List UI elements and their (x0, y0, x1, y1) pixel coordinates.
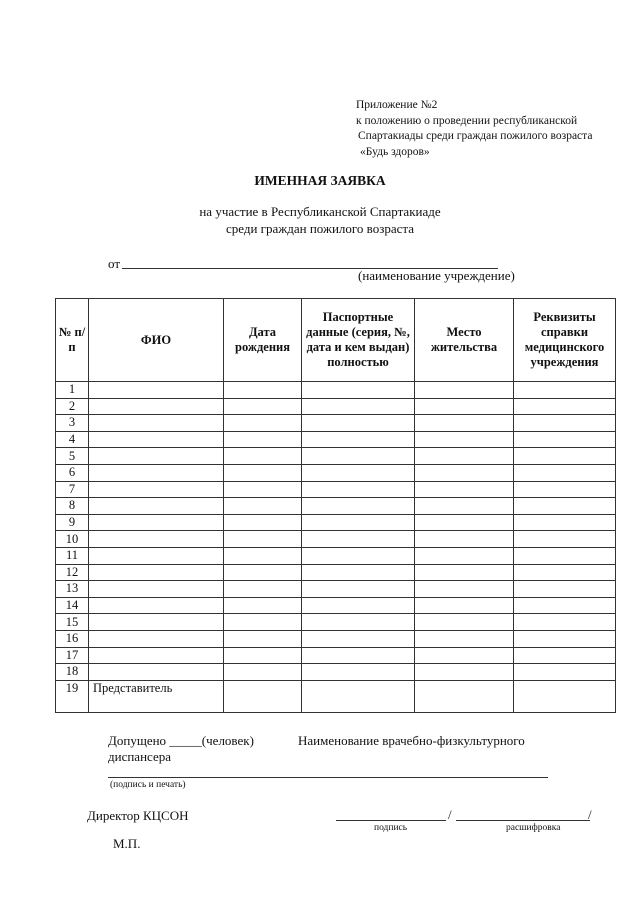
cell-residence[interactable] (415, 647, 514, 664)
cell-birthdate[interactable] (224, 531, 302, 548)
table-row (56, 498, 616, 515)
cell-medical-certificate[interactable] (514, 448, 616, 465)
appendix-line-2: к положению о проведении республиканской (356, 114, 578, 127)
cell-birthdate[interactable] (224, 382, 302, 399)
document-title: ИМЕННАЯ ЗАЯВКА (254, 173, 386, 188)
cell-passport[interactable] (302, 481, 415, 498)
cell-birthdate[interactable] (224, 597, 302, 614)
table-row (56, 415, 616, 432)
cell-passport[interactable] (302, 448, 415, 465)
table-row (56, 382, 616, 399)
signature-caption: подпись (374, 823, 408, 833)
from-caption: (наименование учреждение) (358, 268, 515, 283)
cell-residence[interactable] (415, 597, 514, 614)
cell-birthdate[interactable] (224, 680, 302, 712)
cell-passport[interactable] (302, 531, 415, 548)
cell-medical-certificate[interactable] (514, 630, 616, 647)
row-number: 11 (56, 547, 89, 564)
table-row (56, 647, 616, 664)
cell-fio[interactable] (89, 448, 224, 465)
cell-birthdate[interactable] (224, 464, 302, 481)
cell-medical-certificate[interactable] (514, 431, 616, 448)
cell-residence[interactable] (415, 564, 514, 581)
signature-stamp-line[interactable] (108, 777, 548, 778)
appendix-line-1: Приложение №2 (356, 99, 438, 111)
table-row (56, 564, 616, 581)
cell-passport[interactable] (302, 630, 415, 647)
cell-residence[interactable] (415, 398, 514, 415)
cell-fio[interactable] (89, 664, 224, 681)
cell-passport[interactable] (302, 415, 415, 432)
cell-medical-certificate[interactable] (514, 597, 616, 614)
row-number: 4 (56, 431, 89, 448)
cell-fio[interactable] (89, 382, 224, 399)
cell-passport[interactable] (302, 647, 415, 664)
row-number: 14 (56, 597, 89, 614)
table-row (56, 398, 616, 415)
table-row (56, 448, 616, 465)
table-row (56, 531, 616, 548)
table-row (56, 664, 616, 681)
appendix-line-3: Спартакиады среди граждан пожилого возраста (358, 130, 593, 142)
dispensary-line-2: диспансера (108, 749, 171, 764)
cell-fio[interactable] (89, 431, 224, 448)
cell-residence[interactable] (415, 664, 514, 681)
cell-residence[interactable] (415, 581, 514, 598)
row-number: 13 (56, 581, 89, 598)
cell-birthdate[interactable] (224, 581, 302, 598)
cell-birthdate[interactable] (224, 647, 302, 664)
cell-passport[interactable] (302, 680, 415, 712)
header-fio: ФИО (89, 299, 224, 382)
row-number: 6 (56, 464, 89, 481)
cell-residence[interactable] (415, 481, 514, 498)
cell-passport[interactable] (302, 664, 415, 681)
cell-birthdate[interactable] (224, 664, 302, 681)
cell-medical-certificate[interactable] (514, 382, 616, 399)
table-row (56, 630, 616, 647)
cell-residence[interactable] (415, 531, 514, 548)
row-number: 7 (56, 481, 89, 498)
cell-birthdate[interactable] (224, 514, 302, 531)
cell-passport[interactable] (302, 514, 415, 531)
admitted-text: Допущено _____(человек) (108, 733, 254, 748)
cell-medical-certificate[interactable] (514, 547, 616, 564)
cell-birthdate[interactable] (224, 547, 302, 564)
subtitle-line-2: среди граждан пожилого возраста (225, 221, 415, 236)
cell-residence[interactable] (415, 630, 514, 647)
cell-fio[interactable] (89, 498, 224, 515)
cell-medical-certificate[interactable] (514, 664, 616, 681)
cell-birthdate[interactable] (224, 448, 302, 465)
signature-slash-left: / (448, 807, 452, 822)
cell-birthdate[interactable] (224, 431, 302, 448)
table-row (56, 614, 616, 631)
document-subtitle (0, 203, 640, 237)
cell-residence[interactable] (415, 464, 514, 481)
cell-residence[interactable] (415, 547, 514, 564)
appendix-line-4: «Будь здоров» (360, 145, 430, 158)
cell-birthdate[interactable] (224, 398, 302, 415)
cell-passport[interactable] (302, 597, 415, 614)
cell-fio[interactable] (89, 531, 224, 548)
row-number: 3 (56, 415, 89, 432)
admitted-block (108, 733, 254, 765)
row-number: 1 (56, 382, 89, 399)
cell-residence[interactable] (415, 415, 514, 432)
row-number: 8 (56, 498, 89, 515)
cell-birthdate[interactable] (224, 481, 302, 498)
cell-birthdate[interactable] (224, 614, 302, 631)
cell-medical-certificate[interactable] (514, 464, 616, 481)
row-number: 15 (56, 614, 89, 631)
cell-residence[interactable] (415, 431, 514, 448)
table-row (56, 547, 616, 564)
cell-passport[interactable] (302, 547, 415, 564)
cell-fio[interactable] (89, 581, 224, 598)
cell-fio[interactable] (89, 564, 224, 581)
row-number: 12 (56, 564, 89, 581)
cell-medical-certificate[interactable] (514, 498, 616, 515)
cell-fio[interactable] (89, 647, 224, 664)
cell-medical-certificate[interactable] (514, 514, 616, 531)
row-number: 17 (56, 647, 89, 664)
header-birthdate: Дата рождения (224, 299, 302, 382)
cell-fio[interactable] (89, 630, 224, 647)
dispensary-label: Наименование врачебно-физкультурного (298, 733, 525, 748)
header-medical-certificate: Реквизиты справки медицинского учреждения (514, 299, 616, 382)
cell-medical-certificate[interactable] (514, 647, 616, 664)
cell-fio[interactable] (89, 464, 224, 481)
cell-passport[interactable] (302, 431, 415, 448)
cell-fio[interactable] (89, 514, 224, 531)
row-number: 10 (56, 531, 89, 548)
header-passport: Паспортные данные (серия, №, дата и кем выдан) полностью (302, 299, 415, 382)
row-number: 19 (56, 680, 89, 712)
cell-medical-certificate[interactable] (514, 614, 616, 631)
signature-slash-right: / (588, 807, 592, 822)
table-row (56, 464, 616, 481)
cell-fio[interactable] (89, 597, 224, 614)
participants-table (55, 298, 616, 713)
cell-medical-certificate[interactable] (514, 680, 616, 712)
cell-fio[interactable] (89, 398, 224, 415)
cell-residence[interactable] (415, 680, 514, 712)
cell-passport[interactable] (302, 464, 415, 481)
cell-medical-certificate[interactable] (514, 581, 616, 598)
cell-fio[interactable] (89, 614, 224, 631)
cell-fio[interactable] (89, 547, 224, 564)
header-residence: Место жительства (415, 299, 514, 382)
director-decode-line[interactable] (456, 820, 590, 821)
cell-birthdate[interactable] (224, 630, 302, 647)
cell-passport[interactable] (302, 614, 415, 631)
signature-stamp-caption: (подпись и печать) (110, 780, 186, 790)
cell-fio[interactable] (89, 481, 224, 498)
director-label: Директор КЦСОН (87, 808, 189, 823)
stamp-place: М.П. (113, 836, 141, 851)
cell-birthdate[interactable] (224, 564, 302, 581)
cell-birthdate[interactable] (224, 415, 302, 432)
row-number: 5 (56, 448, 89, 465)
cell-passport[interactable] (302, 564, 415, 581)
cell-residence[interactable] (415, 448, 514, 465)
row-number: 9 (56, 514, 89, 531)
representative-row (56, 680, 616, 712)
cell-passport[interactable] (302, 581, 415, 598)
appendix-block (356, 98, 592, 160)
table-row (56, 514, 616, 531)
cell-birthdate[interactable] (224, 498, 302, 515)
cell-medical-certificate[interactable] (514, 531, 616, 548)
from-label: от (108, 256, 121, 271)
cell-medical-certificate[interactable] (514, 564, 616, 581)
row-number: 2 (56, 398, 89, 415)
header-number: № п/п (56, 299, 89, 382)
cell-residence[interactable] (415, 514, 514, 531)
row-number: 18 (56, 664, 89, 681)
table-row (56, 431, 616, 448)
cell-medical-certificate[interactable] (514, 398, 616, 415)
cell-residence[interactable] (415, 498, 514, 515)
director-signature-line[interactable] (336, 820, 446, 821)
cell-residence[interactable] (415, 382, 514, 399)
subtitle-line-1: на участие в Республиканской Спартакиаде (199, 204, 441, 219)
cell-medical-certificate[interactable] (514, 415, 616, 432)
table-header-row (56, 299, 616, 382)
table-row (56, 597, 616, 614)
table-row (56, 481, 616, 498)
row-number: 16 (56, 630, 89, 647)
table-row (56, 581, 616, 598)
cell-fio[interactable] (89, 415, 224, 432)
cell-passport[interactable] (302, 398, 415, 415)
cell-medical-certificate[interactable] (514, 481, 616, 498)
representative-label[interactable]: Представитель (89, 680, 224, 712)
cell-passport[interactable] (302, 382, 415, 399)
decode-caption: расшифровка (506, 823, 561, 833)
cell-residence[interactable] (415, 614, 514, 631)
cell-passport[interactable] (302, 498, 415, 515)
